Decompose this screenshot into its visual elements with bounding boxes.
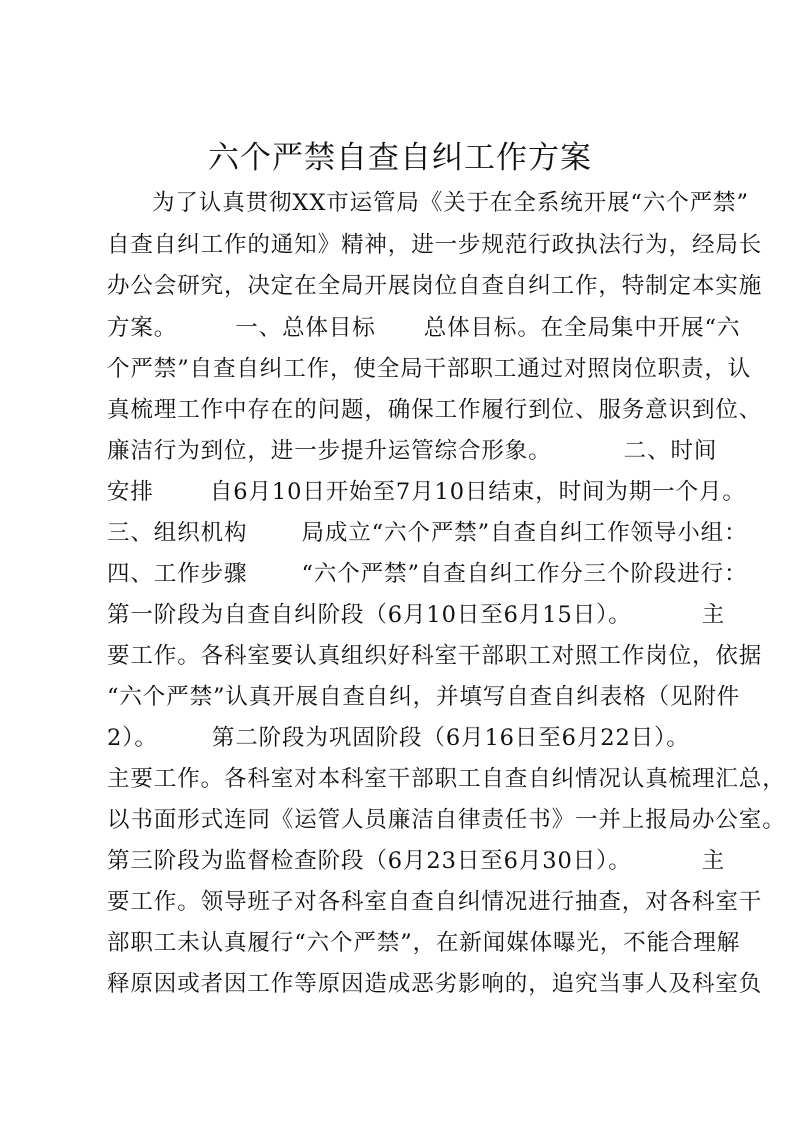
text-segment: “六个严禁”认真开展自查自纠，并填写自查自纠表格（见附件 (107, 684, 741, 710)
text-segment: 部职工未认真履行“六个严禁”，在新闻媒体曝光，不能合理解 (107, 930, 741, 956)
text-line (107, 436, 717, 466)
text-line (107, 395, 762, 425)
text-segment: 第一阶段为自查自纠阶段（6月10日至6月15日）。 (107, 602, 632, 628)
text-line (107, 600, 725, 630)
text-segment: 要工作。各科室要认真组织好科室干部职工对照工作岗位，依据 (107, 643, 763, 669)
text-segment: 二、时间 (623, 438, 718, 464)
text-line (107, 928, 740, 958)
text-line (107, 641, 762, 671)
text-segment: 一、总体目标 (235, 315, 376, 341)
text-line (107, 354, 751, 384)
text-segment: 总体目标。在全局集中开展“六 (423, 315, 741, 341)
text-segment: 真梳理工作中存在的问题，确保工作履行到位、服务意识到位、 (107, 397, 763, 423)
text-line (107, 887, 762, 917)
text-line (107, 846, 725, 876)
text-segment: 要工作。领导班子对各科室自查自纠情况进行抽查，对各科室干 (107, 889, 763, 915)
text-line (107, 764, 786, 794)
text-line (107, 969, 762, 999)
text-line (107, 559, 747, 589)
text-segment: 为了认真贯彻XX市运管局《关于在全系统开展“六个严禁” (152, 190, 749, 216)
text-segment: 自查自纠工作的通知》精神，进一步规范行政执法行为，经局长 (107, 232, 763, 258)
text-segment: 安排 (107, 479, 154, 505)
text-segment: 以书面形式连同《运管人员廉洁自律责任书》一并上报局办公室。 (107, 807, 786, 833)
text-segment: 主 (701, 602, 726, 628)
text-segment: 廉洁行为到位，进一步提升运管综合形象。 (107, 438, 552, 464)
text-segment: 局成立“六个严禁”自查自纠工作领导小组： (301, 520, 748, 546)
text-line (107, 477, 746, 507)
text-line (107, 271, 762, 301)
text-segment: 第三阶段为监督检查阶段（6月23日至6月30日）。 (107, 848, 632, 874)
text-segment: 主 (701, 848, 726, 874)
text-line (107, 313, 740, 343)
text-segment: 自6月10日开始至7月10日结束，时间为期一个月。 (209, 479, 746, 505)
text-segment: 办公会研究，决定在全局开展岗位自查自纠工作，特制定本实施 (107, 273, 763, 299)
text-segment: 个严禁”自查自纠工作，使全局干部职工通过对照岗位职责，认 (107, 356, 752, 382)
text-segment: 方案。 (107, 315, 178, 341)
document-title: 六个严禁自查自纠工作方案 (208, 140, 592, 176)
text-segment: 主要工作。各科室对本科室干部职工自查自纠情况认真梳理汇总， (107, 766, 786, 792)
text-segment: 四、工作步骤 (107, 561, 248, 587)
text-segment: 三、组织机构 (107, 520, 248, 546)
text-line (107, 805, 786, 835)
text-segment: “六个严禁”自查自纠工作分三个阶段进行： (301, 561, 748, 587)
text-line (107, 188, 749, 218)
text-segment: 第二阶段为巩固阶段（6月16日至6月22日）。 (211, 725, 690, 751)
text-line (107, 682, 740, 712)
text-segment: 2）。 (107, 725, 158, 751)
text-line (107, 518, 747, 548)
text-segment: 释原因或者因工作等原因造成恶劣影响的，追究当事人及科室负 (107, 971, 763, 997)
text-line (107, 230, 762, 260)
text-line (107, 723, 690, 753)
